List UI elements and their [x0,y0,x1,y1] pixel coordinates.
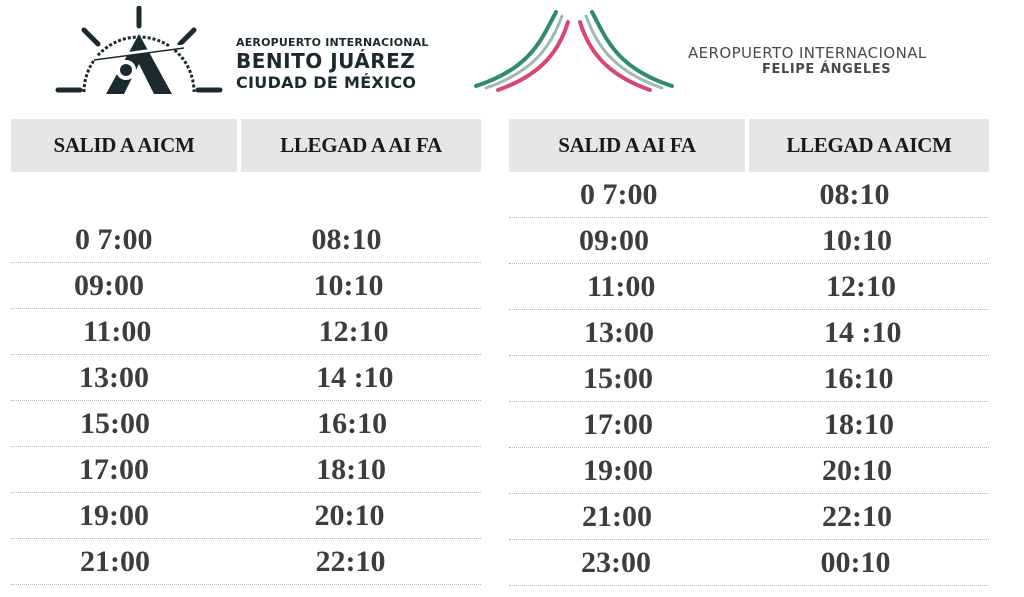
arrival-time: 16:10 [317,406,388,440]
departure-time: 13:00 [79,360,149,394]
table-row [509,356,989,402]
table-row [11,355,481,401]
departure-time: 21:00 [582,499,652,533]
table-row-empty [11,172,481,217]
departure-time: 21:00 [80,544,150,578]
arrival-time: 08:10 [311,222,382,256]
departure-time: 0 7:00 [75,222,153,256]
departure-time: 13:00 [584,315,654,349]
table-row [11,539,481,585]
aicm-logo-text [236,36,429,92]
table-row [509,402,989,448]
table-row [509,448,989,494]
aifa-line2: FELIPE ÁNGELES [762,62,892,77]
arrival-time: 18:10 [824,407,894,441]
departure-time: 11:00 [83,314,152,348]
aicm-line3: CIUDAD DE MÉXICO [236,73,417,92]
aicm-to-aifa-schedule [11,119,481,585]
table-row [509,264,989,310]
aifa-line1: AEROPUERTO INTERNACIONAL [688,44,927,62]
arrival-time: 20:10 [314,498,385,532]
arrival-time: 14 :10 [824,315,902,349]
arrival-time: 22:10 [315,544,386,578]
table-row [509,494,989,540]
table-row [509,540,989,586]
departure-time: 15:00 [80,406,150,440]
arrival-time: 16:10 [823,361,894,395]
header-arrival: LLEGAD A AICM [749,119,989,172]
departure-time: 19:00 [79,498,149,532]
arrival-time: 08:10 [819,177,890,211]
aicm-line1: AEROPUERTO INTERNACIONAL [236,36,429,49]
table-row [509,172,989,218]
header-departure: SALID A AI FA [509,119,745,172]
arrival-time: 10:10 [822,223,892,257]
departure-time: 23:00 [581,545,651,579]
header-arrival: LLEGAD A AI FA [241,119,481,172]
arrival-time: 00:10 [820,545,891,579]
departure-time: 19:00 [583,453,653,487]
table-row [11,493,481,539]
table-row [509,218,989,264]
arrival-time: 22:10 [822,499,892,533]
table-row [11,217,481,263]
table-row [11,401,481,447]
departure-time: 0 7:00 [580,177,658,211]
departure-time: 09:00 [579,223,649,257]
arrival-time: 12:10 [318,314,389,348]
departure-time: 17:00 [79,452,149,486]
arrival-time: 12:10 [826,269,896,303]
departure-time: 11:00 [587,269,656,303]
arrival-time: 14 :10 [316,360,394,394]
departure-time: 17:00 [583,407,653,441]
arrival-time: 20:10 [822,453,892,487]
aicm-logo-icon [54,6,224,98]
header-departure: SALID A AICM [11,119,237,172]
table-row [11,447,481,493]
table-header [509,119,989,172]
table-row [11,263,481,309]
table-header [11,119,481,172]
table-row [11,309,481,355]
aifa-logo-text [688,44,927,78]
aicm-line2: BENITO JUÁREZ [236,49,416,73]
arrival-time: 18:10 [316,452,387,486]
departure-time: 09:00 [74,268,144,302]
arrival-time: 10:10 [313,268,384,302]
aifa-to-aicm-schedule [509,119,989,586]
aifa-logo-icon [472,8,676,94]
table-row [509,310,989,356]
departure-time: 15:00 [583,361,653,395]
